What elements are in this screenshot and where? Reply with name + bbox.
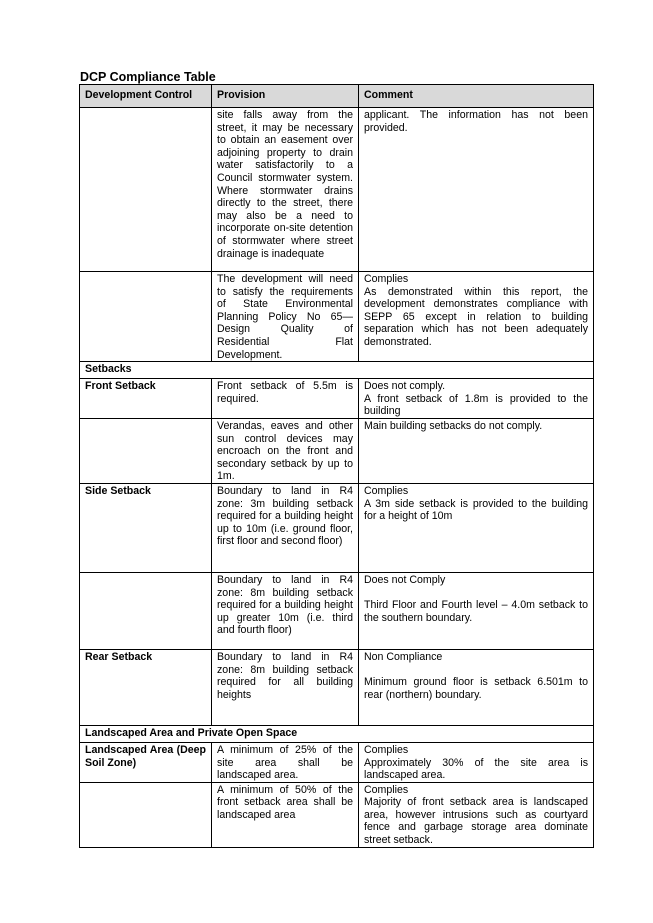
table-row (80, 742, 594, 782)
comment-status: Does not Comply (364, 573, 446, 586)
section-heading-setbacks: Setbacks (80, 362, 594, 379)
comment-status: Complies (364, 743, 409, 756)
comment-line: A front setback of 1.8m is provided to the building (364, 392, 588, 418)
comment-line: Majority of front setback area is landscaped area, however intrusions such as courtyard fence and garbage storage area dominate street setback. (364, 796, 588, 847)
table-row (80, 108, 594, 272)
comment-spacer (364, 664, 588, 677)
provision-cell: Boundary to land in R4 zone: 8m building setback required for all building heights (212, 649, 359, 725)
comment-line: A 3m side setback is provided to the building for a height of 10m (364, 497, 588, 523)
provision-cell: Front setback of 5.5m is required. (212, 379, 359, 419)
control-cell (80, 418, 212, 483)
header-comment: Comment (359, 85, 594, 108)
control-cell (80, 108, 212, 272)
comment-cell (359, 272, 594, 362)
comment-spacer (364, 587, 588, 600)
provision-cell: Boundary to land in R4 zone: 8m building setback required for a building height up greater 10m (i.e. third and fourth floor) (212, 572, 359, 649)
section-row (80, 362, 594, 379)
table-header-row (80, 85, 594, 108)
provision-cell: site falls away from the street, it may be necessary to obtain an easement over adjoining property to drain water satisfactorily to a Council stormwater system. Where stormwater drains directly to the street, there may also be a need to incorporate on-site detention of stormwater where street drainage is inadequate (212, 108, 359, 272)
control-cell: Side Setback (80, 483, 212, 572)
header-provision: Provision (212, 85, 359, 108)
comment-cell (359, 742, 594, 782)
table-row (80, 418, 594, 483)
control-cell (80, 272, 212, 362)
comment-line: Approximately 30% of the site area is landscaped area. (364, 756, 588, 782)
comment-status: Complies (364, 783, 409, 796)
table-row (80, 379, 594, 419)
comment-status: Non Compliance (364, 650, 443, 663)
control-cell (80, 782, 212, 847)
provision-cell: Boundary to land in R4 zone: 3m building setback required for a building height up to 10m (i.e. ground floor, first floor and second floor) (212, 483, 359, 572)
comment-cell (359, 572, 594, 649)
control-cell: Front Setback (80, 379, 212, 419)
control-cell: Rear Setback (80, 649, 212, 725)
table-row (80, 572, 594, 649)
section-heading-landscaped: Landscaped Area and Private Open Space (80, 725, 594, 742)
comment-cell (359, 483, 594, 572)
table-row (80, 782, 594, 847)
dcp-compliance-table (79, 84, 594, 848)
control-cell (80, 572, 212, 649)
comment-line: applicant. The information has not been provided. (364, 109, 588, 134)
comment-status: Complies (364, 484, 409, 497)
comment-line: As demonstrated within this report, the development demonstrates compliance with SEPP 65 except in relation to building separation which has not been adequately demonstrated. (364, 285, 588, 348)
comment-line: Minimum ground floor is setback 6.501m to rear (northern) boundary. (364, 676, 588, 701)
comment-line: Main building setbacks do not comply. (364, 419, 543, 432)
comment-cell (359, 108, 594, 272)
comment-status: Complies (364, 273, 409, 285)
comment-line: Third Floor and Fourth level – 4.0m setback to the southern boundary. (364, 599, 588, 624)
header-development-control: Development Control (80, 85, 212, 108)
section-row (80, 725, 594, 742)
comment-cell (359, 782, 594, 847)
comment-cell (359, 649, 594, 725)
comment-status: Does not comply. (364, 380, 446, 393)
provision-cell: The development will need to satisfy the requirements of State Environmental Planning Policy No 65—Design Quality of Residential Flat Development. (212, 272, 359, 362)
comment-cell (359, 418, 594, 483)
table-row (80, 649, 594, 725)
comment-cell (359, 379, 594, 419)
table-title: DCP Compliance Table (80, 70, 216, 84)
provision-cell: A minimum of 25% of the site area shall be landscaped area. (212, 742, 359, 782)
provision-cell: Verandas, eaves and other sun control devices may encroach on the front and secondary setback by up to 1m. (212, 418, 359, 483)
table-row (80, 483, 594, 572)
control-cell: Landscaped Area (Deep Soil Zone) (80, 742, 212, 782)
table-row (80, 272, 594, 362)
provision-cell: A minimum of 50% of the front setback area shall be landscaped area (212, 782, 359, 847)
